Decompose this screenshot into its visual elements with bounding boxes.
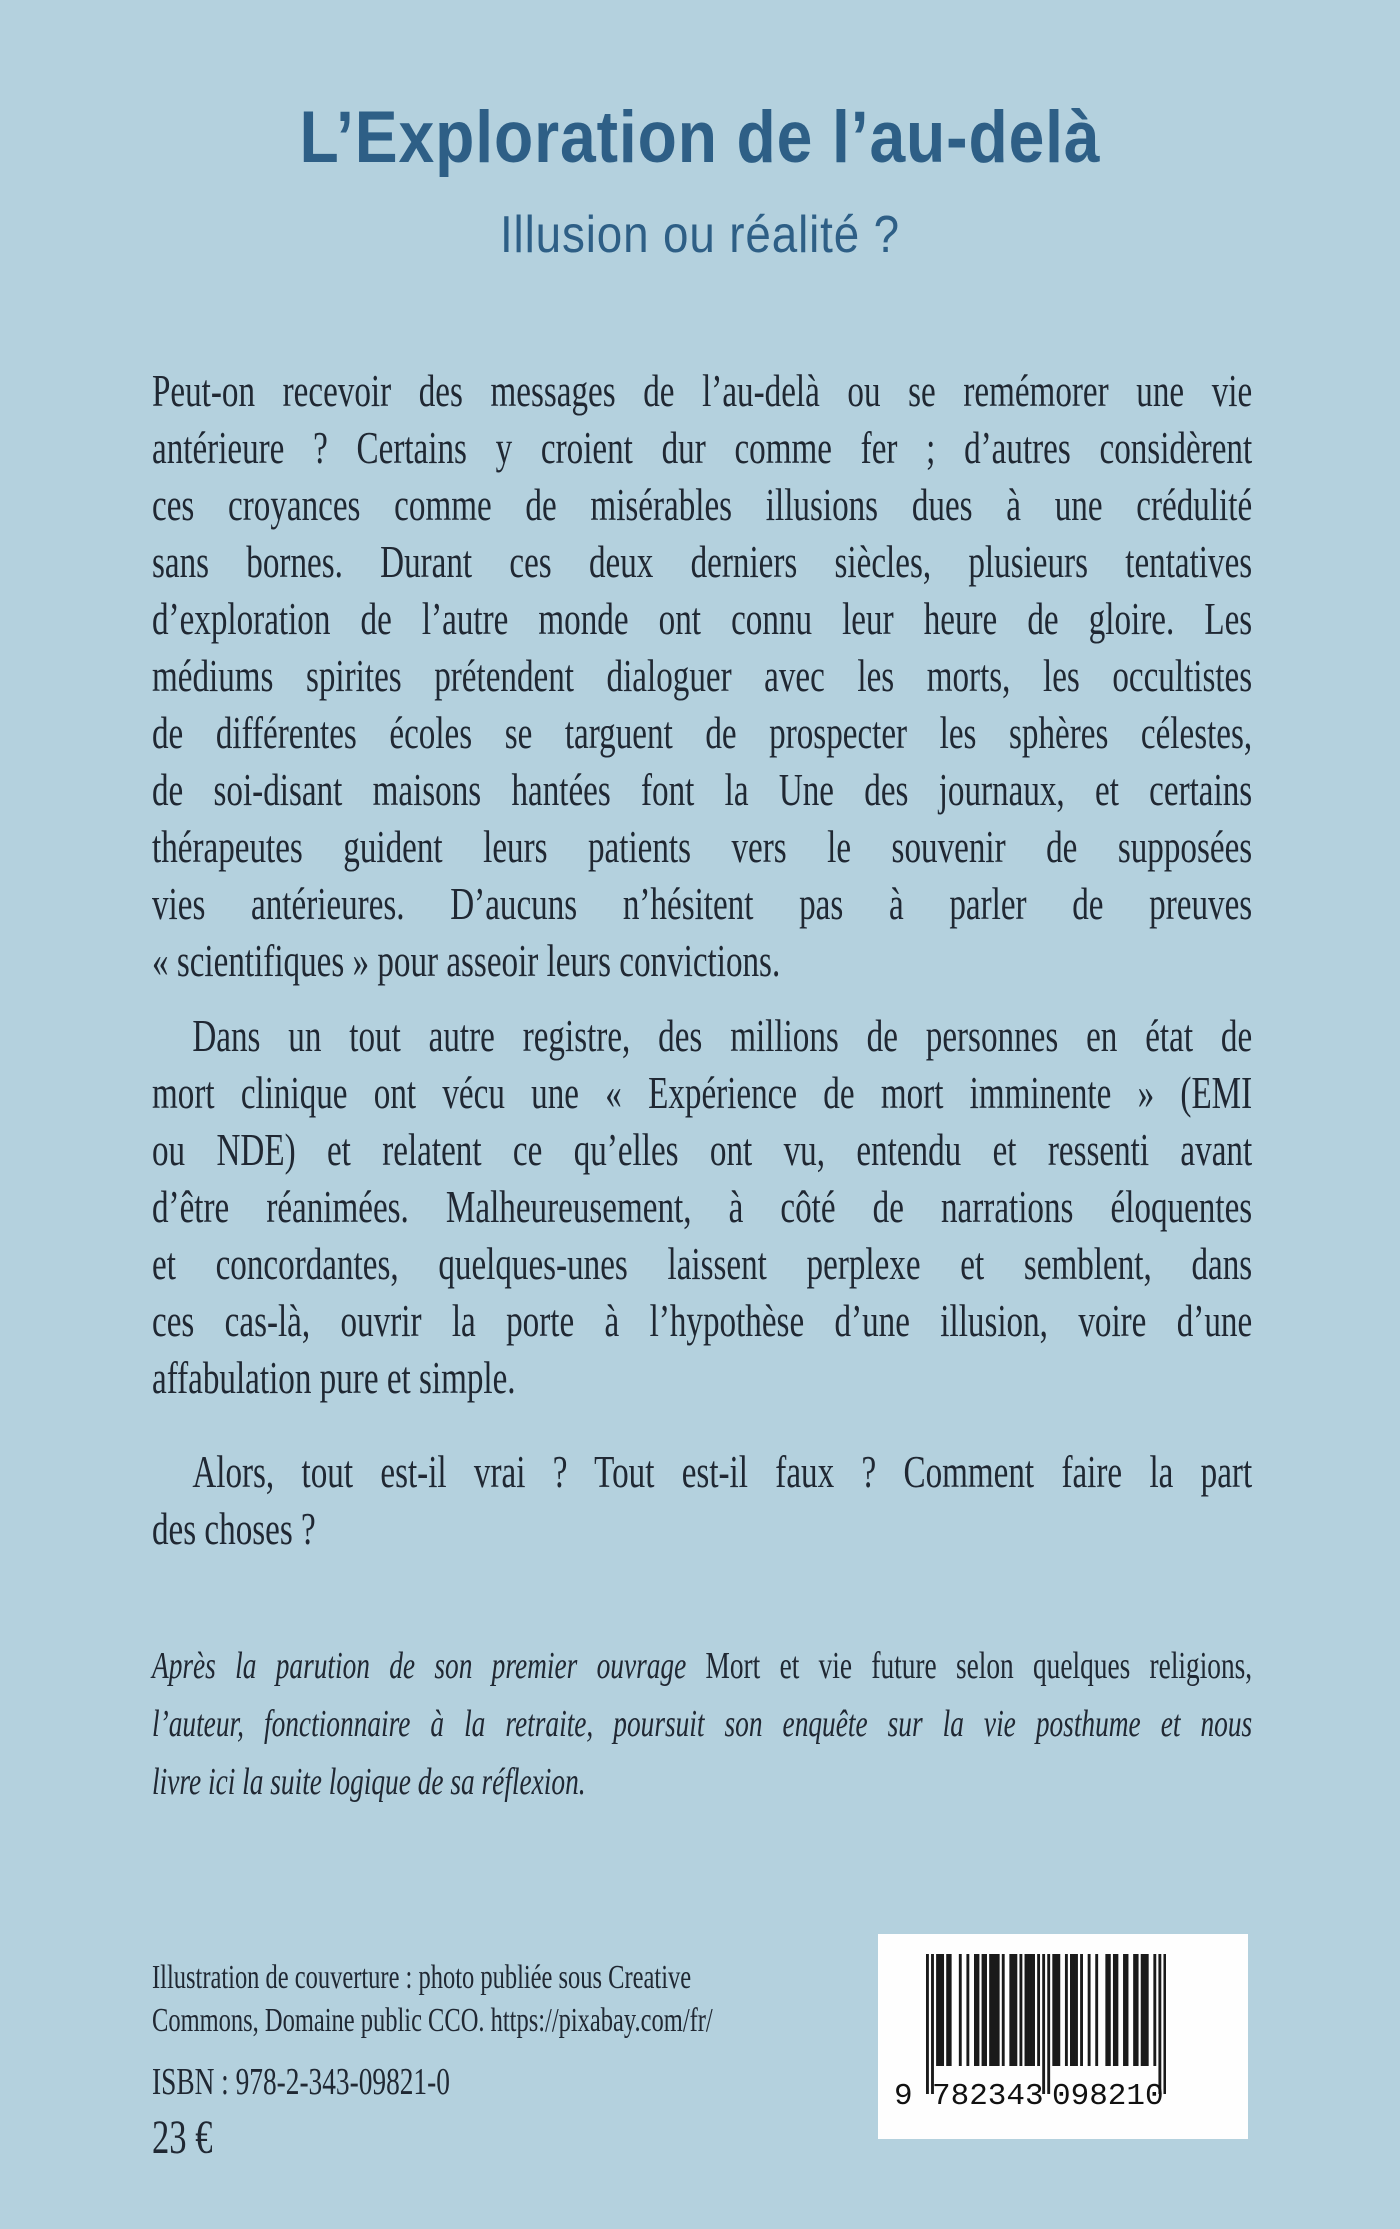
barcode bbox=[878, 1934, 1248, 2139]
text-line: antérieure ? Certains y croient dur comme fer ; d’autres considèrent bbox=[152, 422, 1253, 473]
synopsis-paragraph-1 bbox=[152, 362, 1252, 989]
text-line: de soi-disant maisons hantées font la Une des journaux, et certains bbox=[152, 764, 1253, 815]
text-line: thérapeutes guident leurs patients vers le souvenir de supposées bbox=[152, 821, 1253, 872]
text-line: l’auteur, fonctionnaire à la retraite, poursuit son enquête sur la vie posthume et nous bbox=[152, 1703, 1253, 1745]
text-line: et concordantes, quelques-unes laissent perplexe et semblent, dans bbox=[152, 1238, 1253, 1289]
text-line: Alors, tout est-il vrai ? Tout est-il faux ? Comment faire la part bbox=[192, 1446, 1253, 1497]
author-note bbox=[152, 1637, 1252, 1811]
text-line: « scientifiques » pour asseoir leurs convictions. bbox=[152, 935, 781, 986]
text-line: vies antérieures. D’aucuns n’hésitent pas à parler de preuves bbox=[152, 878, 1253, 929]
synopsis-paragraph-2 bbox=[152, 1007, 1252, 1406]
text-line: ou NDE) et relatent ce qu’elles ont vu, entendu et ressenti avant bbox=[152, 1124, 1253, 1175]
synopsis bbox=[152, 362, 1252, 1811]
book-title: L’Exploration de l’au-delà bbox=[299, 97, 1101, 178]
barcode-bars bbox=[926, 1954, 1166, 2094]
barcode-digit-first: 9 bbox=[894, 2079, 913, 2114]
previous-book-title: Mort et vie future selon quelques religions, bbox=[705, 1645, 1253, 1687]
text-line: des choses ? bbox=[152, 1503, 316, 1554]
author-note-intro: Après la parution de son premier ouvrage bbox=[152, 1645, 706, 1687]
text-line: sans bornes. Durant ces deux derniers siècles, plusieurs tentatives bbox=[152, 536, 1253, 587]
text-line: ces croyances comme de misérables illusions dues à une crédulité bbox=[152, 479, 1253, 530]
isbn: ISBN : 978-2-343-09821-0 bbox=[152, 2061, 450, 2103]
book-subtitle: Illusion ou réalité ? bbox=[499, 206, 901, 264]
synopsis-paragraph-3 bbox=[152, 1443, 1252, 1557]
text-line: d’être réanimées. Malheureusement, à côté de narrations éloquentes bbox=[152, 1181, 1253, 1232]
text-line: livre ici la suite logique de sa réflexion. bbox=[152, 1761, 586, 1803]
text-line: Dans un tout autre registre, des millions de personnes en état de bbox=[192, 1010, 1253, 1061]
text-line: affabulation pure et simple. bbox=[152, 1352, 516, 1403]
masthead bbox=[84, 96, 1316, 264]
text-line: ces cas-là, ouvrir la porte à l’hypothèse d’une illusion, voire d’une bbox=[152, 1295, 1253, 1346]
text-line: Peut-on recevoir des messages de l’au-delà ou se remémorer une vie bbox=[152, 365, 1253, 416]
text-line: Commons, Domaine public CCO. https://pixabay.com/fr/ bbox=[152, 2002, 713, 2039]
text-line: Illustration de couverture : photo publiée sous Creative bbox=[152, 1959, 692, 1996]
text-line: de différentes écoles se targuent de prospecter les sphères célestes, bbox=[152, 707, 1253, 758]
text-line: mort clinique ont vécu une « Expérience de mort imminente » (EMI bbox=[152, 1067, 1253, 1118]
text-line: d’exploration de l’autre monde ont connu leur heure de gloire. Les bbox=[152, 593, 1253, 644]
barcode-digits-left: 782343 bbox=[932, 2079, 1044, 2114]
price: 23 € bbox=[152, 2111, 213, 2164]
text-line: médiums spirites prétendent dialoguer avec les morts, les occultistes bbox=[152, 650, 1253, 701]
barcode-digits-right: 098210 bbox=[1052, 2079, 1164, 2114]
text-line bbox=[152, 1637, 1252, 1695]
